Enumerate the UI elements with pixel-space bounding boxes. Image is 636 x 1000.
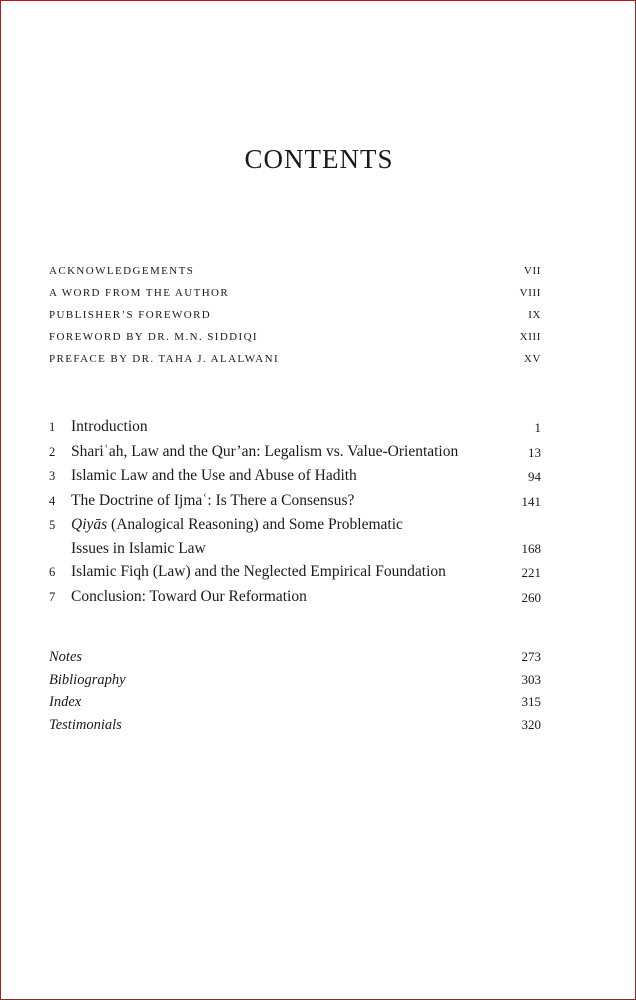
front-matter-label: FOREWORD BY DR. M.N. SIDDIQI xyxy=(49,331,258,343)
front-matter-page: VII xyxy=(523,265,541,277)
chapter-item xyxy=(49,415,541,440)
front-matter-label: A WORD FROM THE AUTHOR xyxy=(49,287,230,299)
chapter-number: 2 xyxy=(49,444,56,459)
chapter-title-rest: (Analogical Reasoning) and Some Problematic xyxy=(107,516,403,533)
chapter-item xyxy=(49,464,541,489)
chapter-number: 7 xyxy=(49,589,56,604)
front-matter-item xyxy=(49,309,541,331)
front-matter-item xyxy=(49,265,541,287)
chapter-title: Introduction xyxy=(71,418,148,435)
front-matter-label: ACKNOWLEDGEMENTS xyxy=(49,265,195,277)
chapter-number: 6 xyxy=(49,565,56,579)
back-matter-list xyxy=(49,649,541,739)
front-matter-label: PREFACE BY DR. TAHA J. ALALWANI xyxy=(49,353,280,365)
chapter-item xyxy=(49,560,541,585)
front-matter-item xyxy=(49,287,541,309)
front-matter-page: VIII xyxy=(519,287,541,299)
front-matter-page: XV xyxy=(523,353,541,365)
back-matter-item xyxy=(49,672,541,695)
chapter-title: Conclusion: Toward Our Reformation xyxy=(71,587,307,605)
chapter-page: 141 xyxy=(521,493,541,509)
back-matter-page: 273 xyxy=(521,649,541,664)
back-matter-page: 320 xyxy=(521,716,541,732)
chapter-list xyxy=(49,415,541,609)
front-matter-item xyxy=(49,353,541,375)
back-matter-page: 315 xyxy=(521,694,541,709)
chapter-page: 168 xyxy=(521,540,541,556)
back-matter-item xyxy=(49,717,541,740)
chapter-number: 5 xyxy=(49,518,56,532)
page-title: CONTENTS xyxy=(244,144,394,174)
chapter-title-italic: Qiyās xyxy=(71,516,108,533)
back-matter-item xyxy=(49,694,541,717)
front-matter-item xyxy=(49,331,541,353)
chapter-number: 4 xyxy=(49,493,56,508)
chapter-page: 1 xyxy=(534,420,541,435)
chapter-page: 13 xyxy=(528,444,541,460)
back-matter-label: Testimonials xyxy=(49,716,122,733)
chapter-title: Islamic Fiqh (Law) and the Neglected Empirical Foundation xyxy=(71,563,446,580)
back-matter-label: Index xyxy=(49,694,82,710)
chapter-page: 94 xyxy=(528,469,541,484)
chapter-number: 3 xyxy=(49,469,56,483)
front-matter-label: PUBLISHER’S FOREWORD xyxy=(49,309,212,321)
chapter-page: 260 xyxy=(521,589,541,605)
front-matter-page: XIII xyxy=(519,331,541,343)
back-matter-item xyxy=(49,649,541,672)
chapter-title: The Doctrine of Ijmaʿ: Is There a Consensus? xyxy=(71,491,355,509)
chapter-title: Shariʿah, Law and the Qur’an: Legalism vs. Value-Orientation xyxy=(71,442,459,460)
chapter-item xyxy=(49,585,541,610)
front-matter-list xyxy=(49,265,541,375)
back-matter-label: Notes xyxy=(49,649,83,665)
chapter-title-line2: Issues in Islamic Law xyxy=(71,539,206,557)
chapter-item xyxy=(49,489,541,514)
chapter-page: 221 xyxy=(521,565,541,580)
chapter-item xyxy=(49,440,541,465)
chapter-title: Islamic Law and the Use and Abuse of Hadith xyxy=(71,467,357,484)
front-matter-page: IX xyxy=(528,309,541,321)
back-matter-label: Bibliography xyxy=(49,671,126,688)
back-matter-page: 303 xyxy=(521,671,541,687)
chapter-number: 1 xyxy=(49,420,56,434)
chapter-item xyxy=(49,513,541,560)
chapter-title xyxy=(71,513,522,560)
